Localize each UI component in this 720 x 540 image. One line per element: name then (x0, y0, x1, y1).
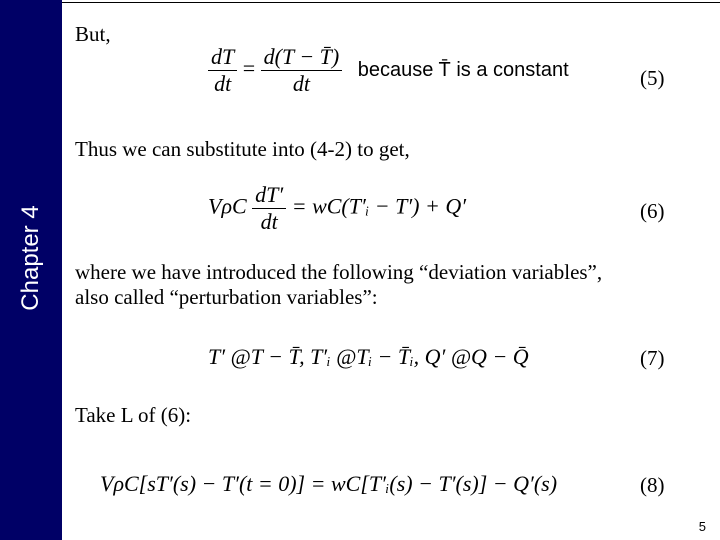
eq5-lhs-num: dT (208, 44, 237, 71)
slide-number: 5 (698, 519, 706, 534)
equation-7: T′ @T − T̄, T′ᵢ @Tᵢ − T̄ᵢ, Q′ @Q − Q̄ (208, 344, 529, 369)
eq8-number: (8) (640, 473, 665, 497)
eq6-lhs: VρC (208, 193, 247, 219)
equation-6 (208, 182, 466, 235)
eq6-rhs: = wC(T′ᵢ − T′) + Q′ (291, 193, 467, 219)
eq6-frac-den: dt (260, 209, 278, 234)
chapter-sidebar (0, 0, 62, 540)
text-thus: Thus we can substitute into (4-2) to get, (75, 137, 410, 161)
top-rule (62, 2, 720, 3)
eq5-rhs-den: dt (292, 71, 311, 96)
eq7-number: (7) (640, 346, 665, 370)
eq5-rhs-num: d(T − T̄) (261, 44, 343, 71)
text-where-1: where we have introduced the following “deviation variables”, (75, 260, 603, 284)
text-take: Take L of (6): (75, 403, 192, 427)
equation-8: VρC[sT′(s) − T′(t = 0)] = wC[T′ᵢ(s) − T′(s)] − Q′(s) (100, 471, 558, 496)
eq5-lhs-den: dt (214, 71, 232, 96)
chapter-label: Chapter 4 (17, 205, 44, 311)
eq6-frac-num: dT′ (252, 182, 286, 209)
equation-5: $\frac{dT}{dt}$ = $\frac{d(T - T̄)}{dt}$ because T̄ is a constant (208, 44, 569, 97)
text-but: But, (75, 22, 111, 46)
text-where-2: also called “perturbation variables”: (75, 285, 378, 309)
eq5-number: (5) (640, 66, 665, 90)
eq6-number: (6) (640, 199, 665, 223)
eq5-note: because T̄ is a constant (357, 58, 569, 81)
